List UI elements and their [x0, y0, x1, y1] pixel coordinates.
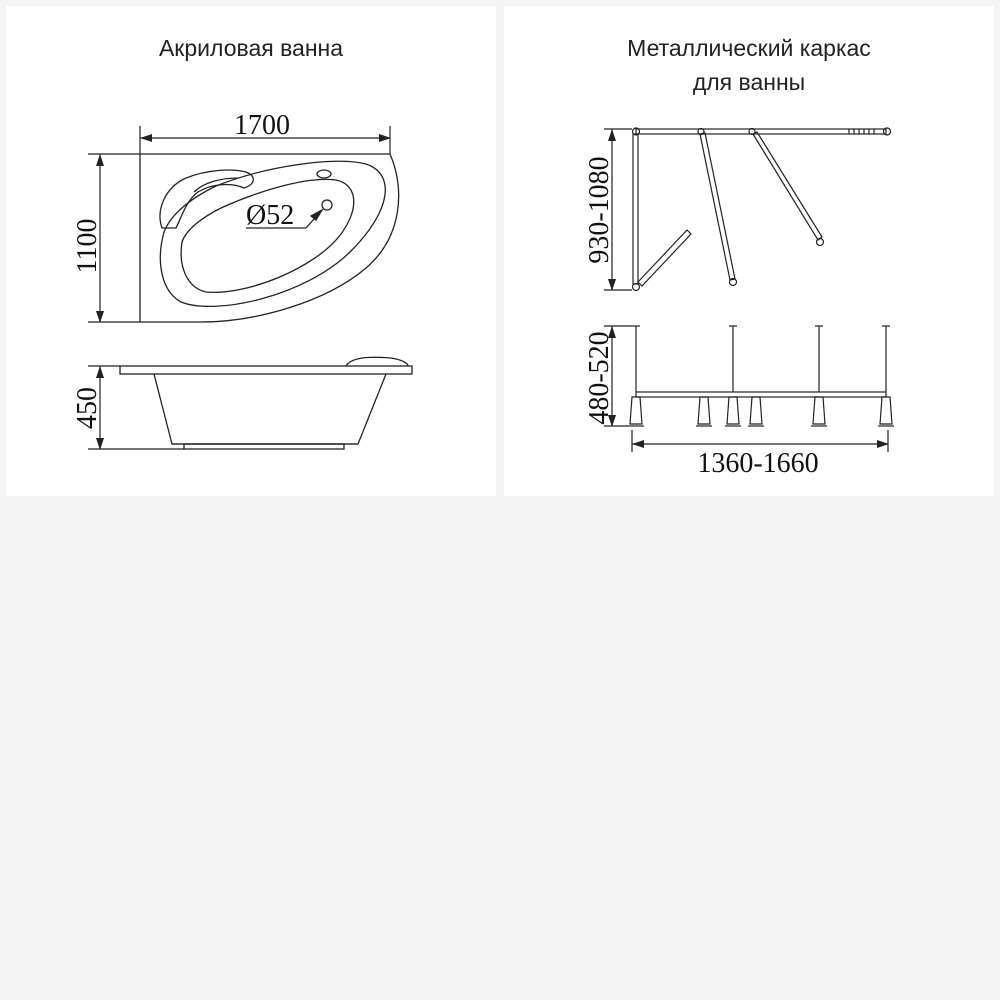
frame-top-view [633, 128, 891, 291]
length-label: 1700 [234, 110, 290, 141]
frame-side-view [628, 326, 894, 426]
frame-height-label: 480-520 [584, 331, 615, 425]
width-label: 1100 [72, 218, 103, 274]
acrylic-bath-panel [6, 6, 496, 496]
metal-frame-panel [504, 6, 994, 496]
bath-top-view [140, 154, 399, 322]
acrylic-bath-title: Акриловая ванна [158, 35, 344, 61]
frame-width-label: 930-1080 [584, 156, 615, 264]
metal-frame-title-line1: Металлический каркас [627, 35, 871, 61]
metal-frame-drawing [504, 6, 994, 496]
metal-frame-title-line2: для ванны [692, 69, 806, 95]
bath-side-view [120, 357, 412, 449]
acrylic-bath-drawing [6, 6, 496, 496]
drain-diameter-label: Ø52 [246, 200, 295, 231]
frame-length-label: 1360-1660 [697, 448, 819, 479]
height-label: 450 [72, 387, 103, 429]
